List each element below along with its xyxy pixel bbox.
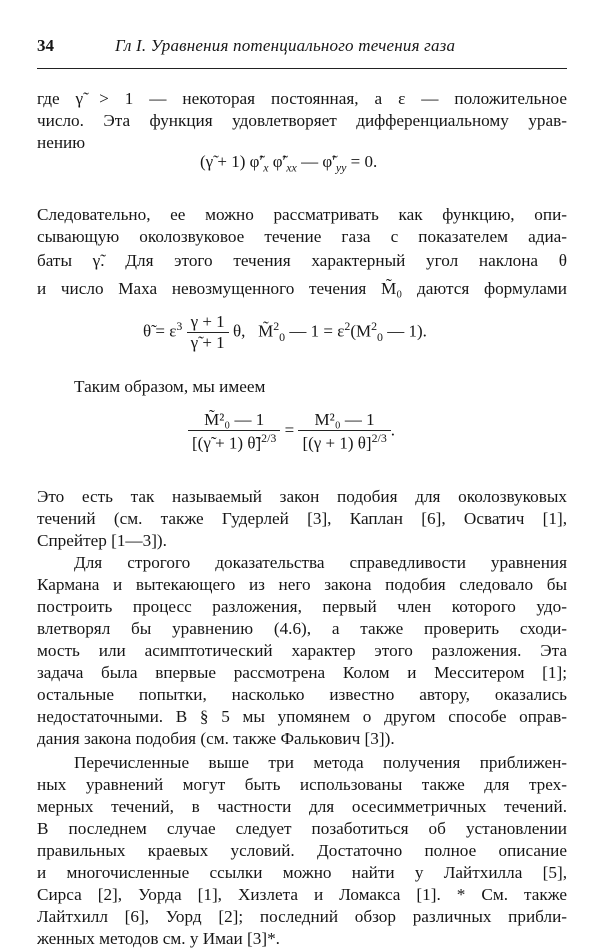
header-rule [37, 68, 567, 69]
text-line: построить процесс разложения, первый член которого удо- [37, 597, 567, 616]
eq2-frac-den: γ̃ + 1 [187, 332, 229, 353]
eq3-right-num: M²₀ — 1 [314, 410, 375, 429]
text-line: Спрейтер [1—3]). [37, 531, 167, 550]
page-header [37, 36, 567, 60]
eq3-end: . [390, 420, 396, 440]
eq2-exp: 3 [176, 318, 183, 333]
eq3-left-den [188, 430, 280, 454]
eq2-sup: 2 [371, 318, 378, 333]
text-line: Это есть так называемый закон подобия для околозвуковых [37, 487, 567, 506]
eq2-part: — 1 = ε [285, 321, 345, 341]
eq2-part: (M [350, 321, 372, 341]
text-line: Перечисленные выше три метода получения приближен- [74, 753, 567, 772]
page-number: 34 [37, 36, 54, 55]
eq1-sub-yy: yy [335, 160, 347, 175]
eq1-sub-x: x [263, 160, 269, 175]
eq3-right-den-base: [(γ + 1) θ] [302, 433, 372, 453]
equation-karman [200, 152, 377, 175]
eq2-sup: 2 [273, 318, 280, 333]
text-line: число. Эта функция удовлетворяет дифференциальному урав- [37, 111, 567, 130]
eq2-part: M̃ [258, 321, 274, 341]
eq1-sub-xx: xx [286, 160, 297, 175]
eq1-part: = 0. [346, 152, 378, 171]
eq3-right-den-exp: 2/3 [371, 431, 387, 445]
text-line: женных методов см. у Имаи [3]*. [37, 929, 280, 948]
text-line: остальные попытки, насколько известно автору, оказались [37, 685, 567, 704]
eq2-exp: 2 [344, 318, 351, 333]
eq1-part: φ̃′ [268, 152, 287, 171]
text-line: задача была впервые рассмотрена Колом и Месситером [1]; [37, 663, 567, 682]
text-line: правильных краевых условий. Достаточно полное описание [37, 841, 567, 860]
eq3-right-fraction [298, 410, 390, 454]
eq3-left-fraction [188, 410, 280, 454]
eq2-fraction [187, 312, 229, 353]
eq2-sub: 0 [377, 329, 383, 344]
eq3-left-num: M̃²₀ — 1 [204, 410, 265, 429]
text-line: сывающую околозвуковое течение газа с показателем адиа- [37, 227, 567, 246]
text-line: баты γ̃. Для этого течения характерный угол наклона θ̃ [37, 251, 567, 270]
equation-similarity-law [188, 410, 395, 454]
text-line: мость или асимптотический характер этого разложения. Эта [37, 641, 567, 660]
text-line: и многочисленные ссылки можно найти у Лайтхилла [5], [37, 863, 567, 882]
text-line: мерных течений, в частности для осесимметричных течений. [37, 797, 567, 816]
equation-similarity-parameters [143, 312, 427, 353]
text-line: ных уравнений могут быть использованы также для трех- [37, 775, 567, 794]
text-line: недостаточными. В § 5 мы упомянем о другом способе оправ- [37, 707, 567, 726]
eq2-sub: 0 [279, 329, 286, 344]
text-line: Сирса [2], Уорда [1], Хизлета и Ломакса [1]. * См. также [37, 885, 567, 904]
eq2-part: θ, [228, 321, 246, 341]
text-line: Лайтхилл [6], Уорд [2]; последний обзор различных прибли- [37, 907, 567, 926]
eq2-part: θ̃ = ε [143, 321, 177, 341]
eq2-part: — 1). [383, 321, 427, 341]
text-line: где γ̃ > 1 — некоторая постоянная, а ε — положительное [37, 89, 567, 108]
text-line: течений (см. также Гудерлей [3], Каплан [6], Осватич [1], [37, 509, 567, 528]
text-line: В последнем случае следует позаботиться об установлении [37, 819, 567, 838]
eq1-part: (γ̃ + 1) φ̃′ [200, 152, 264, 171]
text-line: и число Маха невозмущенного течения M̃₀ даются формулами [37, 279, 567, 298]
text-line: Следовательно, ее можно рассматривать как функцию, опи- [37, 205, 567, 224]
text-line: Таким образом, мы имеем [74, 377, 266, 396]
running-title: Гл I. Уравнения потенциального течения газа [115, 36, 456, 55]
eq3-left-den-exp: 2/3 [261, 431, 277, 445]
eq3-right-den [298, 430, 390, 454]
eq2-frac-num: γ + 1 [190, 312, 225, 331]
text-line: влетворял бы уравнению (4.6), а также проверить сходи- [37, 619, 567, 638]
eq3-equals: = [280, 420, 299, 440]
text-line: нению [37, 133, 86, 152]
text-line: дания закона подобия (см. также Фалькович [3]). [37, 729, 395, 748]
text-line: Кармана и вытекающего из него закона подобия следовало бы [37, 575, 567, 594]
eq1-part: — φ̃′ [296, 152, 336, 171]
text-line: Для строгого доказательства справедливости уравнения [74, 553, 567, 572]
eq3-left-den-base: [(γ̃ + 1) θ̃] [192, 433, 262, 453]
